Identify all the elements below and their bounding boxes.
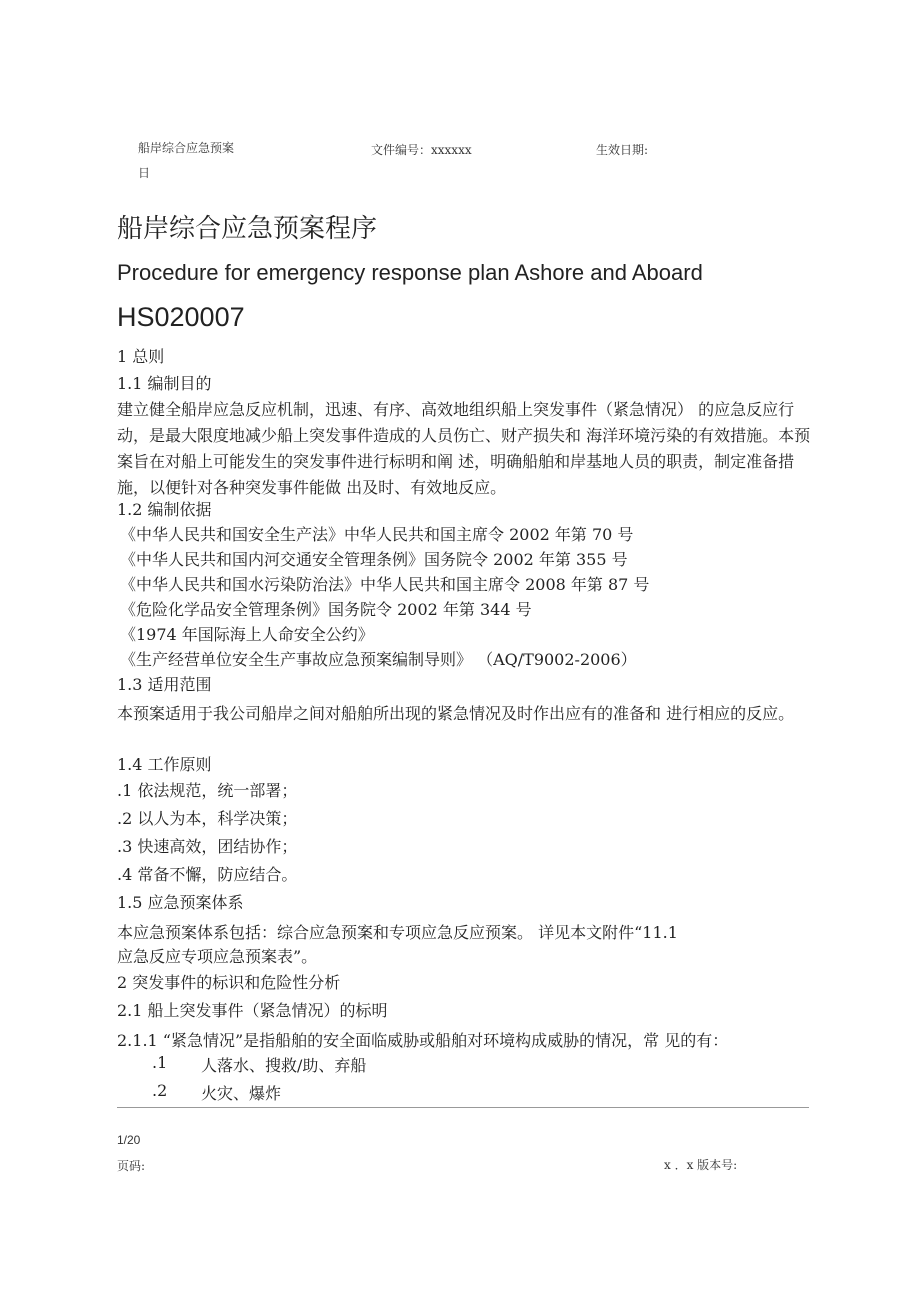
purpose-paragraph: 建立健全船岸应急反应机制，迅速、有序、高效地组织船上突发事件（紧急情况） 的应急反应行动，是最大限度地减少船上突发事件造成的人员伤亡、财产损失和 海洋环境污染的有效措施。本预案旨在对船上可能发生的突发事件进行标明和阐 述，明确船舶和岸基地人员的职责，制定准备措施，以便针对各种突发事件能做 出及时、有效地反应。 [117,400,811,497]
law-item: 《危险化学品安全管理条例》国务院令 2002 年第 344 号 [120,600,532,619]
header-effective-date: 生效日期: [596,143,649,157]
emergency-item-number: .1 [152,1053,168,1072]
law-item: 《1974 年国际海上人命安全公约》 [120,625,374,644]
law-item: 《中华人民共和国水污染防治法》中华人民共和国主席令 2008 年第 87 号 [120,575,650,594]
section-2-1-heading: 2.1 船上突发事件（紧急情况）的标明 [117,1001,388,1020]
emergency-item-number: .2 [152,1081,168,1100]
document-code: HS020007 [117,302,245,332]
section-1-2-heading: 1.2 编制依据 [117,500,212,519]
principle-item: .4 常备不懈，防应结合。 [117,865,298,884]
system-paragraph-line2: 应急反应专项应急预案表”。 [117,947,318,966]
section-2-heading: 2 突发事件的标识和危险性分析 [117,973,341,992]
section-1-1-heading: 1.1 编制目的 [117,374,212,393]
principle-item: .1 依法规范，统一部署； [117,781,298,800]
law-item: 《中华人民共和国安全生产法》中华人民共和国主席令 2002 年第 70 号 [120,525,634,544]
emergency-item-text: 火灾、爆炸 [201,1084,282,1103]
header-doc-number: 文件编号：xxxxxx [371,143,472,157]
footer-version-label: x ．x 版本号: [664,1158,738,1172]
footer-divider [117,1107,809,1108]
section-1-3-heading: 1.3 适用范围 [117,675,212,694]
header-plan-name: 船岸综合应急预案 [138,141,235,155]
scope-paragraph: 本预案适用于我公司船岸之间对船舶所出现的紧急情况及时作出应有的准备和 进行相应的反应。 [117,704,795,723]
section-1-heading: 1 总则 [117,347,165,366]
principle-item: .3 快速高效，团结协作； [117,837,298,856]
principle-item: .2 以人为本，科学决策； [117,809,298,828]
section-1-5-heading: 1.5 应急预案体系 [117,893,244,912]
section-1-4-heading: 1.4 工作原则 [117,755,212,774]
law-item: 《生产经营单位安全生产事故应急预案编制导则》 （AQ/T9002-2006） [120,650,637,669]
system-paragraph-line1: 本应急预案体系包括：综合应急预案和专项应急反应预案。 详见本文附件“11.1 [117,923,678,942]
law-item: 《中华人民共和国内河交通安全管理条例》国务院令 2002 年第 355 号 [120,550,628,569]
header-day: 日 [138,166,151,180]
section-2-1-1-text: 2.1.1 “紧急情况”是指船舶的安全面临威胁或船舶对环境构成威胁的情况，常 见的有： [117,1031,729,1050]
page-title-cn: 船岸综合应急预案程序 [117,214,378,244]
emergency-item-text: 人落水、搜救/助、弃船 [201,1056,367,1075]
footer-page-number: 1/20 [117,1133,141,1147]
page-title-en: Procedure for emergency response plan Ashore and Aboard [117,260,703,285]
footer-page-label: 页码: [117,1159,146,1173]
